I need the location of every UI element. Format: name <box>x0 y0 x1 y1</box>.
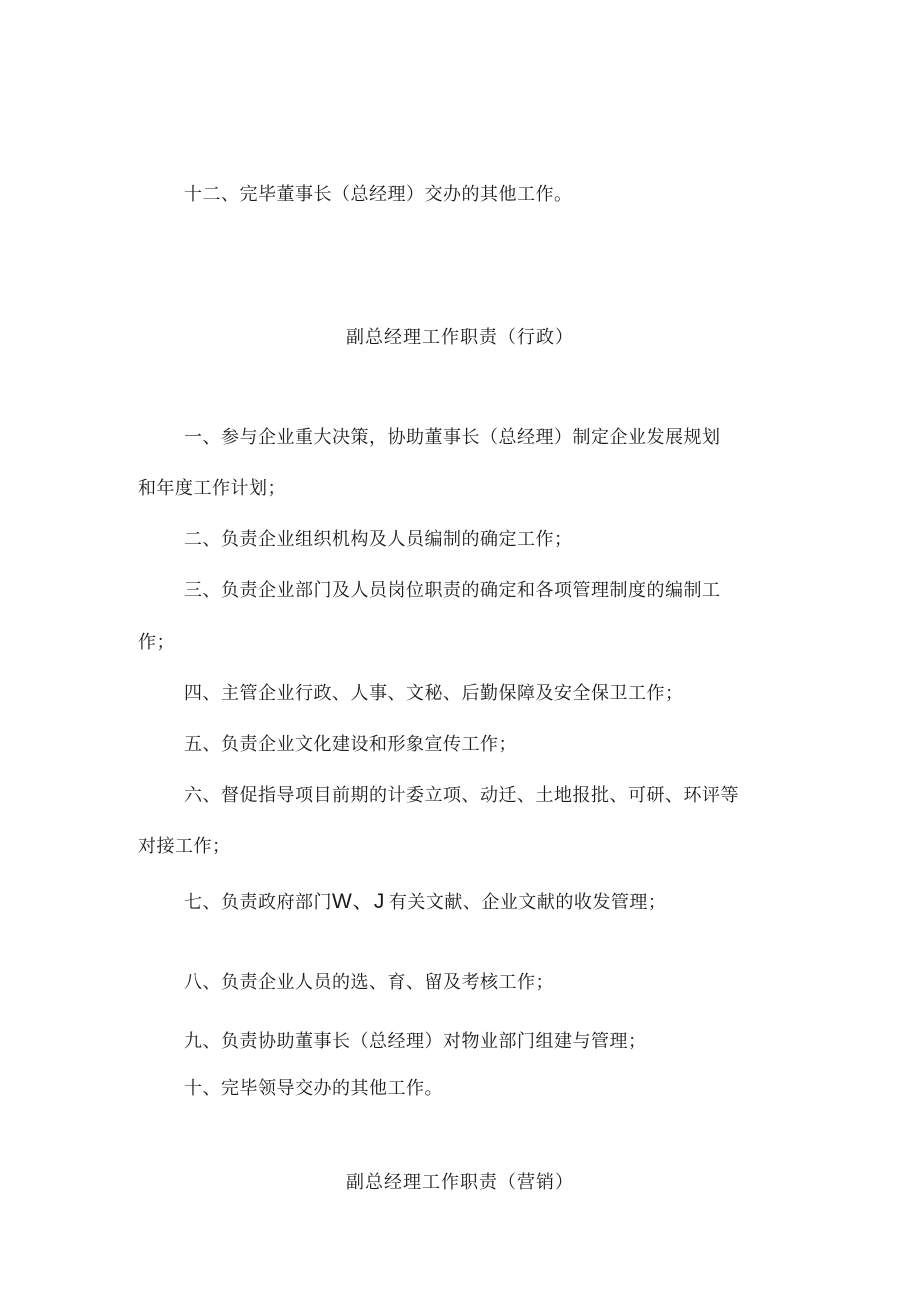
admin-item-6-line-2: 对接工作； <box>138 836 231 857</box>
admin-item-6-line-1: 六、督促指导项目前期的计委立项、动迁、土地报批、可研、环评等 <box>184 785 739 806</box>
admin-item-9-line-1: 九、负责协助董事长（总经理）对物业部门组建与管理； <box>184 1031 647 1052</box>
admin-item-7-latin: W、J <box>332 890 385 913</box>
admin-item-1-line-2: 和年度工作计划； <box>138 478 286 499</box>
item-12-line: 十二、完毕董事长（总经理）交办的其他工作。 <box>184 184 573 205</box>
admin-item-2-line-1: 二、负责企业组织机构及人员编制的确定工作； <box>184 529 573 550</box>
admin-item-10-line-1: 十、完毕领导交办的其他工作。 <box>184 1078 443 1099</box>
admin-item-7-suffix: 有关文献、企业文献的收发管理； <box>388 892 667 913</box>
section-title-admin: 副总经理工作职责（行政） <box>346 327 574 348</box>
admin-item-5-line-1: 五、负责企业文化建设和形象宣传工作； <box>184 734 517 755</box>
admin-item-3-line-1: 三、负责企业部门及人员岗位职责的确定和各项管理制度的编制工 <box>184 580 721 601</box>
admin-item-3-line-2: 作； <box>138 632 175 653</box>
admin-item-7-prefix: 七、负责政府部门 <box>184 892 332 913</box>
admin-item-1-line-1: 一、参与企业重大决策，协助董事长（总经理）制定企业发展规划 <box>184 427 721 448</box>
admin-item-8-line-1: 八、负责企业人员的选、育、留及考核工作； <box>184 972 554 993</box>
section-title-sales: 副总经理工作职责（营销） <box>346 1172 574 1193</box>
admin-item-7-line-1 <box>184 890 666 915</box>
admin-item-4-line-1: 四、主管企业行政、人事、文秘、后勤保障及安全保卫工作； <box>184 683 684 704</box>
